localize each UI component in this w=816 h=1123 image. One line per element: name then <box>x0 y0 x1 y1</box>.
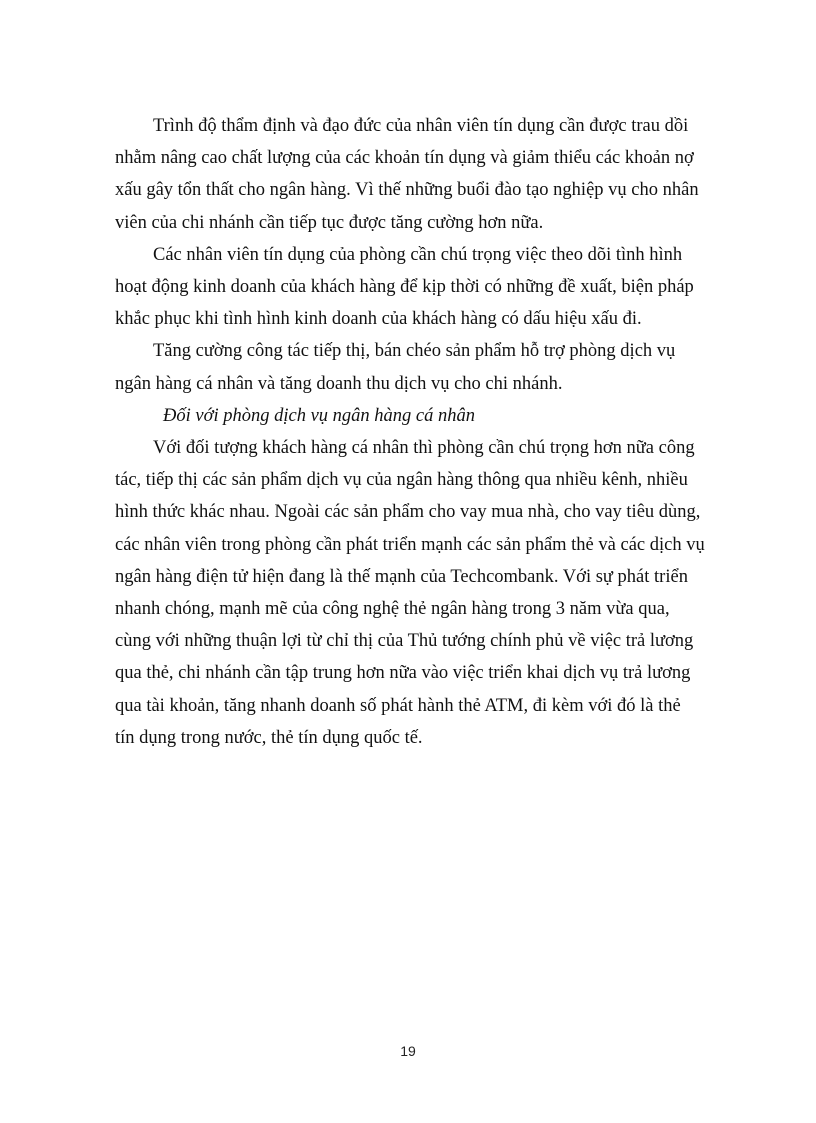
text-line: tín dụng trong nước, thẻ tín dụng quốc tế. <box>115 727 423 748</box>
text-line: hoạt động kinh doanh của khách hàng để kịp thời có những đề xuất, biện pháp <box>115 277 694 298</box>
paragraph-cross-selling <box>115 335 715 399</box>
text-line: Tăng cường công tác tiếp thị, bán chéo sản phẩm hỗ trợ phòng dịch vụ <box>153 341 676 362</box>
text-line: tác, tiếp thị các sản phẩm dịch vụ của ngân hàng thông qua nhiều kênh, nhiều <box>115 470 688 491</box>
text-line: ngân hàng cá nhân và tăng doanh thu dịch vụ cho chi nhánh. <box>115 373 563 394</box>
page-number: 19 <box>400 1043 416 1059</box>
section-heading: Đối với phòng dịch vụ ngân hàng cá nhân <box>163 405 475 426</box>
text-line: Trình độ thẩm định và đạo đức của nhân viên tín dụng cần được trau dồi <box>153 116 689 136</box>
paragraph-customer-monitoring <box>115 239 715 336</box>
text-line: nhằm nâng cao chất lượng của các khoản tín dụng và giảm thiểu các khoản nợ <box>115 148 694 169</box>
text-line: qua tài khoản, tăng nhanh doanh số phát hành thẻ ATM, đi kèm với đó là thẻ <box>115 695 681 716</box>
paragraph-credit-staff-training <box>115 110 715 239</box>
text-line: Các nhân viên tín dụng của phòng cần chú trọng việc theo dõi tình hình <box>153 244 683 265</box>
text-line: các nhân viên trong phòng cần phát triển mạnh các sản phẩm thẻ và các dịch vụ <box>115 534 705 555</box>
text-line: Với đối tượng khách hàng cá nhân thì phòng cần chú trọng hơn nữa công <box>153 438 695 459</box>
text-line: khắc phục khi tình hình kinh doanh của khách hàng có dấu hiệu xấu đi. <box>115 309 642 330</box>
text-line: cùng với những thuận lợi từ chỉ thị của Thủ tướng chính phủ về việc trả lương <box>115 631 694 652</box>
text-line: qua thẻ, chi nhánh cần tập trung hơn nữa vào việc triển khai dịch vụ trả lương <box>115 663 691 684</box>
body-text <box>115 110 715 754</box>
text-line: hình thức khác nhau. Ngoài các sản phẩm cho vay mua nhà, cho vay tiêu dùng, <box>115 502 701 523</box>
paragraph-personal-banking <box>115 432 715 754</box>
text-line: viên của chi nhánh cần tiếp tục được tăng cường hơn nữa. <box>115 212 544 233</box>
text-line: xấu gây tổn thất cho ngân hàng. Vì thế những buổi đào tạo nghiệp vụ cho nhân <box>115 180 699 201</box>
text-line: ngân hàng điện tử hiện đang là thế mạnh của Techcombank. Với sự phát triển <box>115 566 688 587</box>
text-line: nhanh chóng, mạnh mẽ của công nghệ thẻ ngân hàng trong 3 năm vừa qua, <box>115 599 670 620</box>
